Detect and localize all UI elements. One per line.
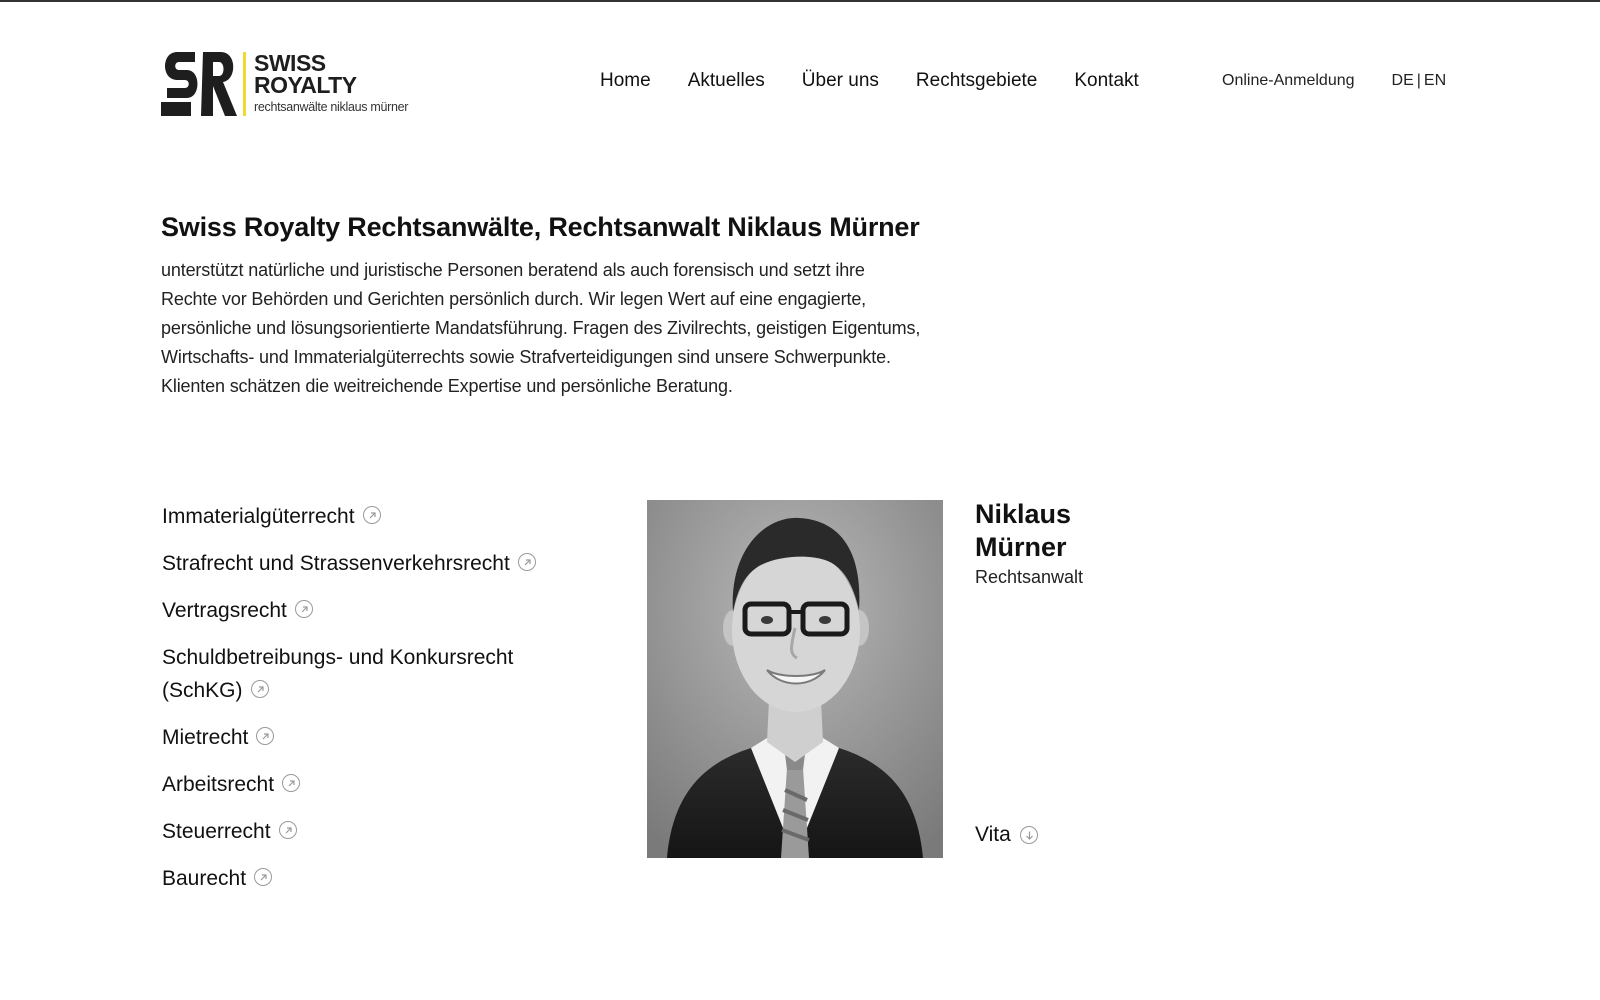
arrow-up-right-icon — [256, 727, 274, 745]
profile-first-name: Niklaus — [975, 499, 1072, 529]
arrow-up-right-icon — [279, 821, 297, 839]
list-item — [162, 594, 582, 627]
practice-label: Steuerrecht — [162, 820, 271, 843]
page-title: Swiss Royalty Rechtsanwälte, Rechtsanwalt Niklaus Mürner — [161, 212, 920, 242]
language-switcher — [1392, 72, 1447, 90]
practice-label: Arbeitsrecht — [162, 773, 275, 796]
practice-link-mietrecht[interactable] — [162, 726, 274, 749]
practice-label: Vertragsrecht — [162, 599, 287, 622]
practice-link-arbeitsrecht[interactable] — [162, 773, 300, 796]
practice-link-baurecht[interactable] — [162, 867, 272, 890]
practice-label: Baurecht — [162, 867, 247, 890]
logo-accent-bar — [243, 52, 246, 116]
logo-wordmark — [254, 52, 408, 114]
arrow-up-right-icon — [363, 506, 381, 524]
lang-separator: | — [1416, 72, 1421, 89]
profile-last-name: Mürner — [975, 532, 1067, 562]
list-item — [162, 721, 582, 754]
list-item — [162, 768, 582, 801]
arrow-up-right-icon — [254, 868, 272, 886]
intro-paragraph: unterstützt natürliche und juristische Personen beratend als auch forensisch und setzt ihre Rechte vor Behörden und Gerichten persönlich durch. Wir legen Wert auf eine engagierte, persönliche und lösungsorientierte Mandatsführung. Fragen des Zivilrechts, geistigen Eigentums, Wirtschafts- und Immaterialgüterrechts sowie Strafverteidigungen sind unsere Schwerpunkte. Klienten schätzen die weitreichende Expertise und persönliche Beratung. — [161, 260, 921, 396]
practice-link-schkg[interactable] — [162, 646, 513, 702]
list-item — [162, 862, 582, 895]
practice-label: Schuldbetreibungs- und Konkursrecht (SchKG) — [162, 646, 514, 702]
list-item — [162, 500, 582, 533]
logo-line2: ROYALTY — [254, 72, 357, 98]
portrait-photo — [647, 500, 943, 858]
logo-mark-icon — [161, 52, 237, 116]
practice-label: Immaterialgüterrecht — [162, 505, 355, 528]
profile-name — [975, 498, 1071, 564]
logo-line1: SWISS — [254, 50, 326, 76]
arrow-up-right-icon — [518, 553, 536, 571]
nav-item-rechtsgebiete[interactable]: Rechtsgebiete — [915, 70, 1038, 91]
arrow-down-icon — [1020, 826, 1038, 844]
arrow-up-right-icon — [282, 774, 300, 792]
utility-nav — [1222, 72, 1446, 90]
nav-item-kontakt[interactable]: Kontakt — [1074, 70, 1139, 91]
nav-item-home[interactable]: Home — [600, 70, 651, 91]
lang-en-link[interactable]: EN — [1423, 72, 1447, 89]
online-registration-link[interactable]: Online-Anmeldung — [1222, 72, 1355, 89]
practice-label: Mietrecht — [162, 726, 249, 749]
practice-link-steuerrecht[interactable] — [162, 820, 297, 843]
nav-item-ueber-uns[interactable]: Über uns — [801, 70, 879, 91]
practice-label: Strafrecht und Strassenverkehrsrecht — [162, 552, 510, 575]
vita-link[interactable] — [975, 823, 1038, 847]
practice-link-immaterialgueterrecht[interactable] — [162, 505, 381, 528]
vita-label: Vita — [975, 823, 1011, 846]
portrait-illustration — [647, 500, 943, 858]
list-item — [162, 815, 582, 848]
logo-tagline: rechtsanwälte niklaus mürner — [254, 100, 409, 114]
list-item — [162, 641, 582, 707]
list-item — [162, 547, 582, 580]
profile-role: Rechtsanwalt — [975, 567, 1084, 587]
practice-area-list — [162, 500, 582, 909]
lang-de-link[interactable]: DE — [1391, 72, 1414, 89]
practice-link-vertragsrecht[interactable] — [162, 599, 313, 622]
main-nav — [600, 70, 1139, 92]
arrow-up-right-icon — [251, 680, 269, 698]
nav-item-aktuelles[interactable]: Aktuelles — [687, 70, 765, 91]
arrow-up-right-icon — [295, 600, 313, 618]
brand-logo[interactable] — [161, 52, 421, 118]
practice-link-strafrecht[interactable] — [162, 552, 536, 575]
top-border — [0, 0, 1600, 2]
